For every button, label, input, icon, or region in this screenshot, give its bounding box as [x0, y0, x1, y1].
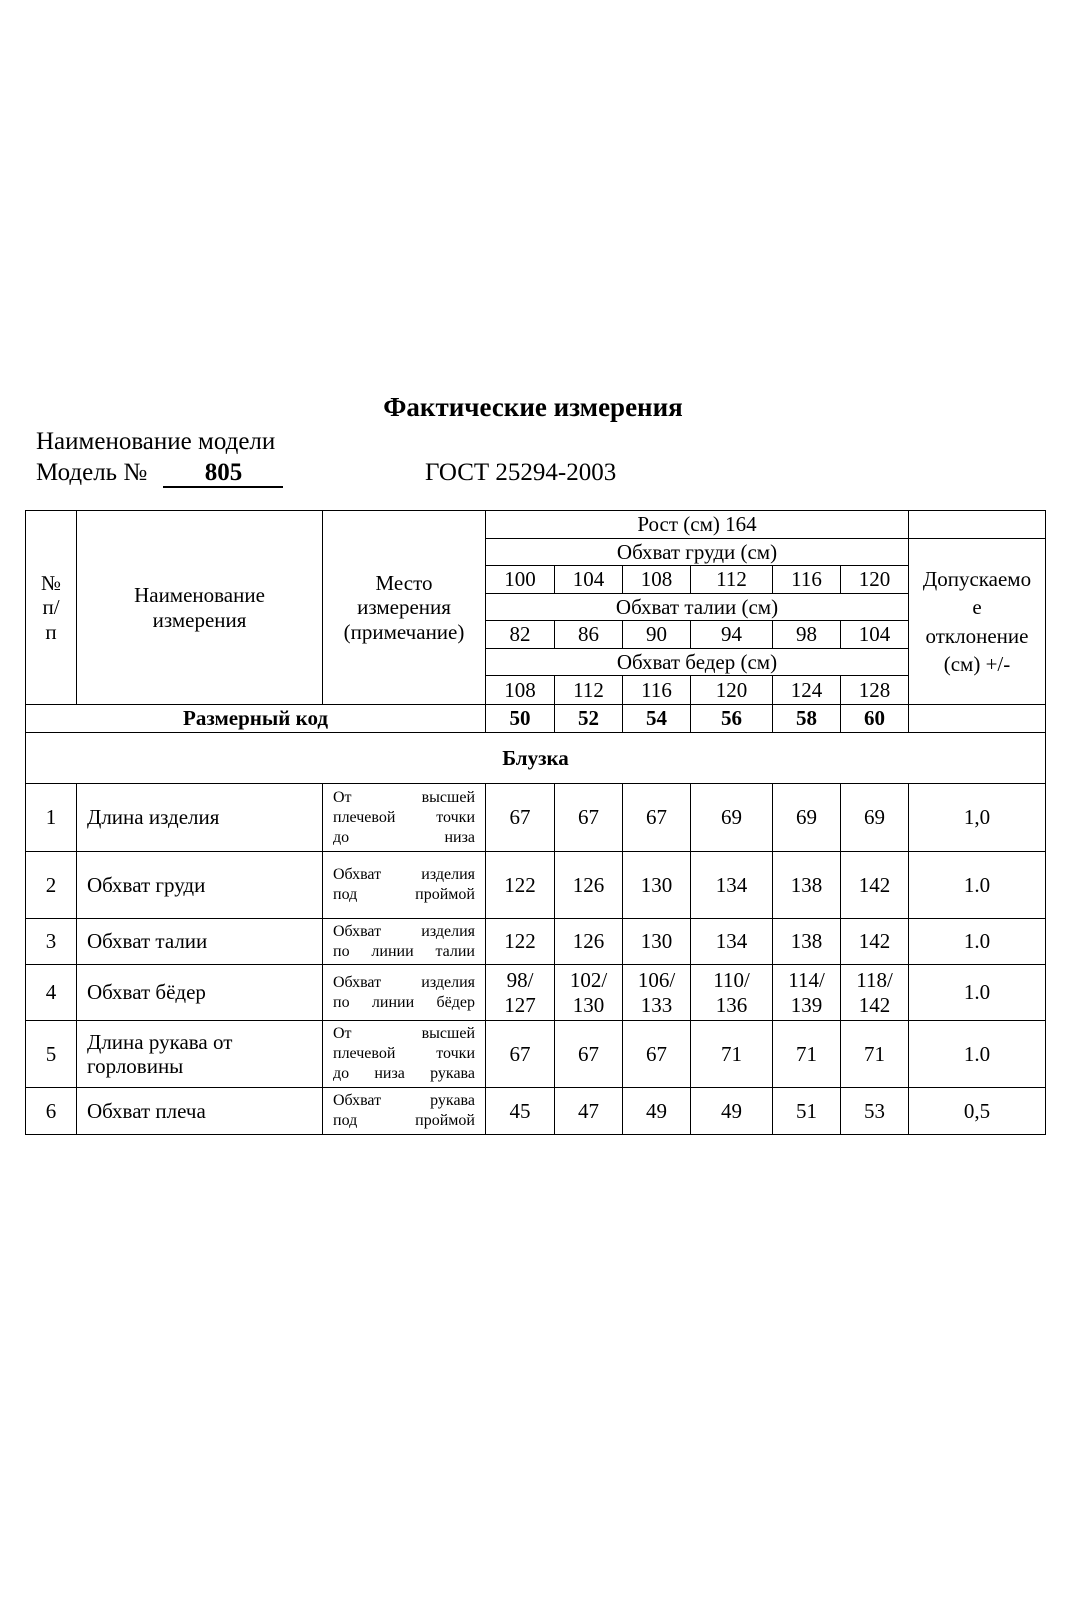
- header-number: [26, 511, 77, 705]
- row-measurement-place-line: до низа рукава: [333, 1065, 475, 1082]
- size-code-value: 56: [691, 705, 773, 733]
- row-measurement-place-line: Обхват изделия: [333, 973, 475, 991]
- chest-value: 112: [691, 566, 773, 594]
- row-value-line: 71: [721, 1041, 742, 1066]
- size-code-row: [26, 705, 1046, 733]
- header-tolerance-line: е: [972, 595, 982, 620]
- chest-value: 100: [486, 566, 555, 594]
- size-code-value: 60: [841, 705, 909, 733]
- header-height: Рост (см) 164: [486, 511, 909, 539]
- row-value: [486, 919, 555, 965]
- header-number-line: №: [40, 571, 62, 596]
- table-row: [26, 852, 1046, 919]
- size-code-value: 58: [773, 705, 841, 733]
- row-value: [841, 784, 909, 852]
- table-row: [26, 1021, 1046, 1088]
- row-value-line: 130: [572, 992, 605, 1017]
- row-value: [623, 1088, 691, 1135]
- row-value-line: 71: [796, 1041, 817, 1066]
- hips-value: 112: [555, 676, 623, 705]
- row-number: 5: [26, 1021, 77, 1088]
- row-measurement-place: [323, 919, 486, 965]
- header-chest-label: Обхват груди (см): [486, 539, 909, 566]
- row-value: [623, 919, 691, 965]
- row-value: [555, 1088, 623, 1135]
- row-value: [773, 919, 841, 965]
- row-measurement-name-line: Длина рукава от: [87, 1029, 233, 1054]
- row-value-line: 126: [572, 929, 605, 954]
- header-place-line: Место: [375, 571, 433, 596]
- row-number: 3: [26, 919, 77, 965]
- header-tolerance-line: (см) +/-: [943, 651, 1011, 676]
- row-value: [486, 1021, 555, 1088]
- hips-value: 120: [691, 676, 773, 705]
- row-measurement-name: [77, 919, 323, 965]
- row-number: 2: [26, 852, 77, 919]
- header-place-line: измерения: [357, 595, 451, 620]
- row-value: [555, 919, 623, 965]
- row-measurement-name-line: горловины: [87, 1054, 184, 1078]
- waist-value: 98: [773, 621, 841, 649]
- row-value-line: 142: [858, 992, 891, 1017]
- header-row: [26, 511, 1046, 539]
- row-value-line: 133: [640, 992, 673, 1017]
- row-tolerance: 1.0: [909, 852, 1046, 919]
- row-value-line: 102/: [569, 968, 608, 993]
- row-measurement-name-line: Обхват талии: [87, 929, 208, 954]
- row-measurement-place-line: под проймой: [333, 1112, 475, 1129]
- row-value: [623, 965, 691, 1021]
- row-tolerance: 1.0: [909, 919, 1046, 965]
- row-value: [773, 852, 841, 919]
- row-value-line: 49: [721, 1098, 742, 1123]
- row-value-line: 106/: [637, 968, 676, 993]
- table-row: [26, 1088, 1046, 1135]
- row-value-line: 67: [646, 805, 667, 830]
- row-measurement-place-line: по линии талии: [333, 942, 475, 960]
- row-value-line: 118/: [856, 968, 893, 993]
- row-value-line: 130: [640, 872, 673, 897]
- row-value: [555, 784, 623, 852]
- chest-value: 104: [555, 566, 623, 594]
- row-value: [486, 852, 555, 919]
- size-code-empty: [909, 705, 1046, 733]
- row-measurement-place-line: до низа: [333, 828, 475, 846]
- row-value: [623, 1021, 691, 1088]
- table-row: [26, 965, 1046, 1021]
- row-value-line: 127: [504, 992, 536, 1017]
- row-measurement-name: [77, 1088, 323, 1135]
- row-value-line: 67: [646, 1041, 667, 1066]
- row-measurement-name-line: Обхват груди: [87, 872, 206, 897]
- row-value-line: 114/: [788, 968, 825, 993]
- row-value-line: 110/: [713, 968, 750, 993]
- row-value: [841, 1088, 909, 1135]
- section-label: Блузка: [26, 733, 1046, 784]
- row-number: 4: [26, 965, 77, 1021]
- row-value-line: 126: [572, 872, 605, 897]
- waist-value: 90: [623, 621, 691, 649]
- header-tolerance-top: [909, 511, 1046, 539]
- header-measurement-name-line: Наименование: [134, 583, 265, 608]
- row-value: [691, 1021, 773, 1088]
- waist-value: 104: [841, 621, 909, 649]
- size-code-value: 52: [555, 705, 623, 733]
- row-measurement-name: [77, 1021, 323, 1088]
- row-value: [773, 784, 841, 852]
- row-value-line: 71: [864, 1041, 885, 1066]
- row-measurement-place-line: Обхват изделия: [333, 866, 475, 883]
- hips-value: 108: [486, 676, 555, 705]
- row-value: [773, 965, 841, 1021]
- row-value: [486, 784, 555, 852]
- row-measurement-place-line: плечевой точки: [333, 1045, 475, 1062]
- row-value-line: 122: [504, 872, 536, 897]
- row-measurement-place-line: по линии бёдер: [333, 993, 475, 1011]
- header-place: [323, 511, 486, 705]
- row-value-line: 45: [509, 1098, 531, 1123]
- measurements-table: [25, 510, 1046, 1135]
- row-value: [623, 784, 691, 852]
- row-tolerance: 1,0: [909, 784, 1046, 852]
- row-value: [486, 965, 555, 1021]
- row-value-line: 67: [578, 805, 599, 830]
- row-number: 1: [26, 784, 77, 852]
- model-number-label: Модель №: [36, 459, 148, 486]
- row-tolerance: 0,5: [909, 1088, 1046, 1135]
- chest-value: 120: [841, 566, 909, 594]
- row-value-line: 142: [858, 929, 891, 954]
- chest-value: 116: [773, 566, 841, 594]
- table-row: [26, 919, 1046, 965]
- header-tolerance-line: Допускаемо: [922, 566, 1032, 591]
- row-value: [841, 1021, 909, 1088]
- row-number: 6: [26, 1088, 77, 1135]
- row-value: [841, 965, 909, 1021]
- row-measurement-place: [323, 1021, 486, 1088]
- waist-value: 82: [486, 621, 555, 649]
- header-waist-label: Обхват талии (см): [486, 594, 909, 621]
- row-value-line: 139: [790, 992, 823, 1017]
- row-value: [623, 852, 691, 919]
- row-measurement-place-line: От высшей: [333, 1025, 475, 1042]
- row-value-line: 67: [578, 1041, 599, 1066]
- row-value-line: 130: [640, 929, 673, 954]
- header-measurement-name-line: измерения: [152, 607, 247, 632]
- hips-value: 116: [623, 676, 691, 705]
- row-measurement-place: [323, 852, 486, 919]
- row-value-line: 142: [858, 872, 891, 897]
- row-value-line: 67: [509, 1041, 531, 1066]
- row-value-line: 67: [509, 805, 531, 830]
- row-measurement-name-line: Обхват плеча: [87, 1098, 206, 1123]
- row-measurement-place: [323, 784, 486, 852]
- model-number-line: [36, 459, 283, 488]
- row-measurement-place-line: Обхват рукава: [333, 1092, 475, 1109]
- row-value-line: 69: [721, 805, 742, 830]
- row-value-line: 51: [796, 1098, 817, 1123]
- row-value: [841, 852, 909, 919]
- row-value-line: 134: [715, 929, 748, 954]
- row-tolerance: 1.0: [909, 965, 1046, 1021]
- section-row: [26, 733, 1046, 784]
- model-name-label: Наименование модели: [36, 428, 276, 455]
- waist-value: 94: [691, 621, 773, 649]
- row-measurement-place-line: От высшей: [333, 788, 475, 806]
- row-tolerance: 1.0: [909, 1021, 1046, 1088]
- row-value-line: 122: [504, 929, 536, 954]
- row-measurement-place: [323, 1088, 486, 1135]
- size-code-value: 54: [623, 705, 691, 733]
- row-value-line: 98/: [506, 968, 534, 993]
- row-value: [691, 784, 773, 852]
- header-place-line: (примечание): [343, 619, 465, 644]
- row-value: [555, 1021, 623, 1088]
- header-number-line: п/: [42, 595, 60, 620]
- row-value: [555, 965, 623, 1021]
- row-value-line: 136: [715, 992, 748, 1017]
- row-value: [691, 919, 773, 965]
- chest-value: 108: [623, 566, 691, 594]
- row-measurement-name: [77, 784, 323, 852]
- row-value: [555, 852, 623, 919]
- row-value-line: 134: [715, 872, 748, 897]
- gost-standard: ГОСТ 25294-2003: [425, 459, 617, 486]
- header-measurement-name: [77, 511, 323, 705]
- document-title: Фактические измерения: [383, 392, 683, 422]
- row-value: [486, 1088, 555, 1135]
- row-measurement-name-line: Обхват бёдер: [87, 980, 206, 1005]
- hips-value: 124: [773, 676, 841, 705]
- size-code-label: Размерный код: [26, 705, 486, 733]
- row-measurement-name-line: Длина изделия: [87, 805, 220, 830]
- row-value-line: 138: [790, 872, 823, 897]
- header-tolerance-line: отклонение: [925, 623, 1029, 648]
- row-value-line: 53: [864, 1098, 885, 1123]
- row-value-line: 49: [646, 1098, 667, 1123]
- row-measurement-place-line: плечевой точки: [333, 808, 475, 826]
- row-value-line: 69: [864, 805, 885, 830]
- row-value-line: 47: [578, 1098, 599, 1123]
- row-value-line: 138: [790, 929, 823, 954]
- row-value: [841, 919, 909, 965]
- row-value: [691, 852, 773, 919]
- row-value: [691, 965, 773, 1021]
- row-value-line: 69: [796, 805, 817, 830]
- row-value: [773, 1021, 841, 1088]
- row-measurement-place-line: Обхват изделия: [333, 922, 475, 940]
- row-measurement-place: [323, 965, 486, 1021]
- row-value: [773, 1088, 841, 1135]
- table-row: [26, 784, 1046, 852]
- row-measurement-name: [77, 852, 323, 919]
- row-measurement-name: [77, 965, 323, 1021]
- header-tolerance: [909, 539, 1046, 705]
- row-measurement-place-line: под проймой: [333, 886, 475, 903]
- model-number-value: 805: [163, 460, 283, 488]
- waist-value: 86: [555, 621, 623, 649]
- row-value: [691, 1088, 773, 1135]
- hips-value: 128: [841, 676, 909, 705]
- size-code-value: 50: [486, 705, 555, 733]
- header-number-line: п: [45, 619, 57, 644]
- header-hips-label: Обхват бедер (см): [486, 649, 909, 676]
